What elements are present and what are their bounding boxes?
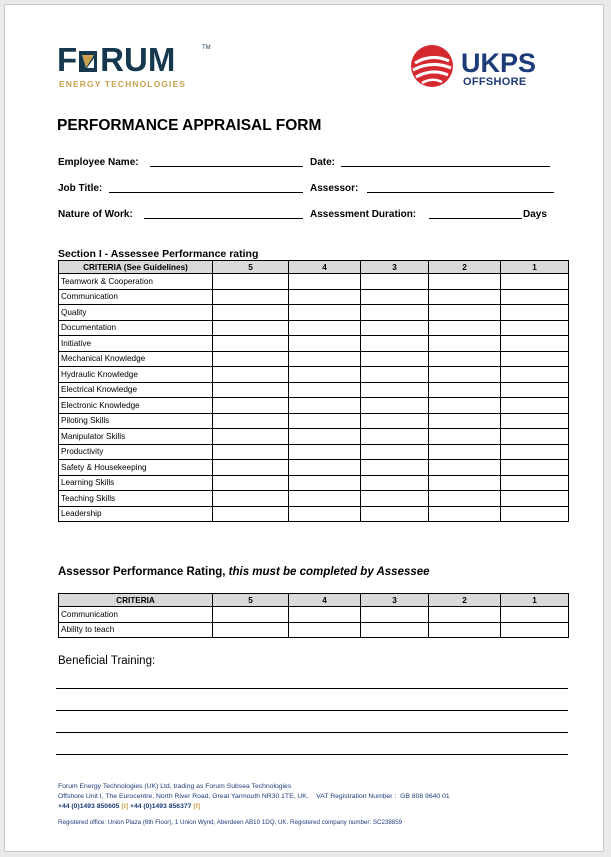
- criteria-column-header: CRITERIA (See Guidelines): [59, 261, 213, 274]
- table-row: [59, 320, 569, 336]
- rating-cell[interactable]: [361, 607, 429, 623]
- assessor-label: Assessor:: [310, 183, 359, 194]
- criteria-label: Teaching Skills: [59, 491, 213, 507]
- rating-cell[interactable]: [501, 475, 569, 491]
- rating-cell[interactable]: [361, 367, 429, 383]
- ukps-logo-text: UKPS: [461, 48, 537, 78]
- footer-phone: +44 (0)1493 850605: [58, 803, 120, 810]
- criteria-label: Learning Skills: [59, 475, 213, 491]
- rating-cell[interactable]: [213, 398, 289, 414]
- rating-cell[interactable]: [213, 413, 289, 429]
- table-row: [59, 413, 569, 429]
- rating-cell[interactable]: [289, 305, 361, 321]
- rating-cell[interactable]: [289, 320, 361, 336]
- rating-cell[interactable]: [501, 506, 569, 522]
- rating-cell[interactable]: [213, 382, 289, 398]
- table-row: [59, 622, 569, 638]
- rating-cell[interactable]: [289, 367, 361, 383]
- rating-cell[interactable]: [429, 460, 501, 476]
- rating-cell[interactable]: [429, 351, 501, 367]
- training-line-3[interactable]: [56, 732, 568, 733]
- rating-cell[interactable]: [361, 506, 429, 522]
- rating-cell[interactable]: [501, 460, 569, 476]
- rating-cell[interactable]: [213, 305, 289, 321]
- table-row: [59, 305, 569, 321]
- assessment-duration-field[interactable]: [429, 218, 522, 219]
- assessor-rating-table: [58, 593, 569, 638]
- rating-cell[interactable]: [213, 622, 289, 638]
- rating-cell[interactable]: [501, 429, 569, 445]
- criteria-label: Communication: [59, 607, 213, 623]
- assessor-rating-heading: [58, 566, 430, 578]
- employee-name-field[interactable]: [150, 166, 303, 167]
- rating-column-header: 2: [429, 261, 501, 274]
- rating-cell[interactable]: [429, 382, 501, 398]
- date-label: Date:: [310, 157, 336, 168]
- assessment-duration-label: Assessment Duration:: [310, 209, 417, 220]
- rating-cell[interactable]: [213, 336, 289, 352]
- rating-cell[interactable]: [501, 444, 569, 460]
- date-field[interactable]: [341, 166, 550, 167]
- nature-of-work-field[interactable]: [144, 218, 303, 219]
- rating-cell[interactable]: [289, 398, 361, 414]
- criteria-label: Electronic Knowledge: [59, 398, 213, 414]
- rating-cell[interactable]: [213, 444, 289, 460]
- rating-cell[interactable]: [429, 320, 501, 336]
- rating-cell[interactable]: [429, 607, 501, 623]
- rating-cell[interactable]: [289, 289, 361, 305]
- rating-cell[interactable]: [361, 305, 429, 321]
- rating-cell[interactable]: [213, 274, 289, 290]
- rating-column-header: 4: [289, 261, 361, 274]
- criteria-column-header: CRITERIA: [59, 594, 213, 607]
- rating-cell[interactable]: [361, 444, 429, 460]
- rating-cell[interactable]: [501, 413, 569, 429]
- table-row: [59, 460, 569, 476]
- criteria-label: Documentation: [59, 320, 213, 336]
- footer-contact: [58, 803, 200, 810]
- rating-cell[interactable]: [361, 398, 429, 414]
- rating-cell[interactable]: [429, 305, 501, 321]
- rating-cell[interactable]: [501, 622, 569, 638]
- criteria-label: Leadership: [59, 506, 213, 522]
- rating-column-header: 5: [213, 261, 289, 274]
- rating-cell[interactable]: [429, 367, 501, 383]
- ukps-globe-icon: [409, 43, 455, 94]
- rating-cell[interactable]: [289, 336, 361, 352]
- footer-address: Offshore Unit I, The Eurocentre, North River Road, Great Yarmouth NR30 1TE, UK. VAT Registration Number : GB 808 9640 01: [58, 793, 450, 800]
- table-row: [59, 367, 569, 383]
- criteria-label: Teamwork & Cooperation: [59, 274, 213, 290]
- criteria-label: Quality: [59, 305, 213, 321]
- rating-column-header: 1: [501, 594, 569, 607]
- table-row: [59, 351, 569, 367]
- rating-cell[interactable]: [361, 475, 429, 491]
- rating-cell[interactable]: [501, 289, 569, 305]
- rating-column-header: 5: [213, 594, 289, 607]
- rating-cell[interactable]: [429, 622, 501, 638]
- rating-column-header: 3: [361, 261, 429, 274]
- rating-cell[interactable]: [213, 320, 289, 336]
- rating-cell[interactable]: [361, 460, 429, 476]
- rating-cell[interactable]: [361, 274, 429, 290]
- rating-column-header: 1: [501, 261, 569, 274]
- rating-cell[interactable]: [501, 382, 569, 398]
- training-line-1[interactable]: [56, 688, 568, 689]
- forum-logo-rum: RUM: [100, 41, 176, 78]
- forum-logo: [57, 43, 175, 77]
- rating-cell[interactable]: [501, 336, 569, 352]
- rating-cell[interactable]: [289, 351, 361, 367]
- rating-cell[interactable]: [213, 289, 289, 305]
- criteria-label: Initiative: [59, 336, 213, 352]
- rating-cell[interactable]: [429, 491, 501, 507]
- rating-cell[interactable]: [361, 622, 429, 638]
- beneficial-training-label: Beneficial Training:: [58, 655, 156, 667]
- rating-cell[interactable]: [429, 413, 501, 429]
- rating-cell[interactable]: [361, 382, 429, 398]
- rating-cell[interactable]: [429, 398, 501, 414]
- assessee-rating-table: [58, 260, 569, 522]
- training-line-4[interactable]: [56, 754, 568, 755]
- criteria-label: Productivity: [59, 444, 213, 460]
- rating-cell[interactable]: [429, 429, 501, 445]
- rating-cell[interactable]: [213, 491, 289, 507]
- criteria-label: Manipulator Skills: [59, 429, 213, 445]
- ukps-subtitle: OFFSHORE: [463, 76, 527, 88]
- training-line-2[interactable]: [56, 710, 568, 711]
- rating-cell[interactable]: [361, 429, 429, 445]
- criteria-label: Safety & Housekeeping: [59, 460, 213, 476]
- forum-logo-f: F: [57, 41, 78, 78]
- table-row: [59, 336, 569, 352]
- rating-cell[interactable]: [501, 607, 569, 623]
- rating-cell[interactable]: [501, 491, 569, 507]
- table-row: [59, 274, 569, 290]
- rating-cell[interactable]: [289, 382, 361, 398]
- criteria-label: Hydraulic Knowledge: [59, 367, 213, 383]
- rating-cell[interactable]: [213, 460, 289, 476]
- table-row: [59, 398, 569, 414]
- rating-cell[interactable]: [289, 429, 361, 445]
- rating-cell[interactable]: [429, 289, 501, 305]
- rating-cell[interactable]: [289, 460, 361, 476]
- forum-trademark: TM: [202, 45, 211, 51]
- job-title-label: Job Title:: [58, 183, 103, 194]
- rating-cell[interactable]: [501, 320, 569, 336]
- rating-cell[interactable]: [361, 413, 429, 429]
- footer-company: Forum Energy Technologies (UK) Ltd, trading as Forum Subsea Technologies: [58, 783, 292, 790]
- days-label: Days: [523, 209, 547, 220]
- section1-heading: Section I - Assessee Performance rating: [58, 248, 259, 260]
- rating-cell[interactable]: [213, 475, 289, 491]
- rating-cell[interactable]: [361, 491, 429, 507]
- rating-cell[interactable]: [501, 367, 569, 383]
- table-header-row: [59, 261, 569, 274]
- rating-cell[interactable]: [429, 506, 501, 522]
- rating-cell[interactable]: [429, 444, 501, 460]
- rating-cell[interactable]: [213, 429, 289, 445]
- criteria-label: Piloting Skills: [59, 413, 213, 429]
- rating-column-header: 4: [289, 594, 361, 607]
- table-row: [59, 491, 569, 507]
- table-row: [59, 382, 569, 398]
- assessor-field[interactable]: [367, 192, 554, 193]
- rating-cell[interactable]: [429, 475, 501, 491]
- assessor-rating-heading-main: Assessor Performance Rating,: [58, 566, 229, 578]
- rating-cell[interactable]: [213, 607, 289, 623]
- form-title: PERFORMANCE APPRAISAL FORM: [57, 117, 322, 134]
- footer-fax: +44 (0)1493 856377: [130, 803, 192, 810]
- table-row: [59, 607, 569, 623]
- rating-cell[interactable]: [501, 274, 569, 290]
- rating-cell[interactable]: [361, 351, 429, 367]
- footer-fax-tag: [f]: [193, 803, 201, 810]
- rating-cell[interactable]: [429, 274, 501, 290]
- rating-cell[interactable]: [213, 367, 289, 383]
- footer-phone-tag: [t]: [121, 803, 129, 810]
- criteria-label: Ability to teach: [59, 622, 213, 638]
- table-row: [59, 444, 569, 460]
- forum-subtitle: ENERGY TECHNOLOGIES: [59, 79, 187, 89]
- rating-cell[interactable]: [213, 351, 289, 367]
- rating-cell[interactable]: [289, 274, 361, 290]
- rating-cell[interactable]: [289, 444, 361, 460]
- rating-cell[interactable]: [361, 289, 429, 305]
- table-row: [59, 289, 569, 305]
- forum-logo-mark: [78, 45, 98, 69]
- rating-cell[interactable]: [289, 413, 361, 429]
- footer-registered-office: Registered office: Union Plaza (6th Floor), 1 Union Wynd, Aberdeen AB10 1DQ, UK. Registered company number: SC238859: [58, 819, 403, 826]
- rating-cell[interactable]: [501, 351, 569, 367]
- rating-cell[interactable]: [361, 320, 429, 336]
- rating-cell[interactable]: [501, 398, 569, 414]
- rating-cell[interactable]: [213, 506, 289, 522]
- rating-column-header: 2: [429, 594, 501, 607]
- employee-name-label: Employee Name:: [58, 157, 139, 168]
- job-title-field[interactable]: [109, 192, 303, 193]
- criteria-label: Communication: [59, 289, 213, 305]
- rating-cell[interactable]: [289, 622, 361, 638]
- rating-column-header: 3: [361, 594, 429, 607]
- assessor-rating-heading-note: this must be completed by Assessee: [228, 566, 430, 578]
- rating-cell[interactable]: [429, 336, 501, 352]
- criteria-label: Mechanical Knowledge: [59, 351, 213, 367]
- rating-cell[interactable]: [289, 475, 361, 491]
- rating-cell[interactable]: [361, 336, 429, 352]
- criteria-label: Electrical Knowledge: [59, 382, 213, 398]
- rating-cell[interactable]: [501, 305, 569, 321]
- table-header-row: [59, 594, 569, 607]
- table-row: [59, 429, 569, 445]
- rating-cell[interactable]: [289, 506, 361, 522]
- table-row: [59, 506, 569, 522]
- form-page: [4, 4, 604, 852]
- nature-of-work-label: Nature of Work:: [58, 209, 133, 220]
- rating-cell[interactable]: [289, 607, 361, 623]
- rating-cell[interactable]: [289, 491, 361, 507]
- table-row: [59, 475, 569, 491]
